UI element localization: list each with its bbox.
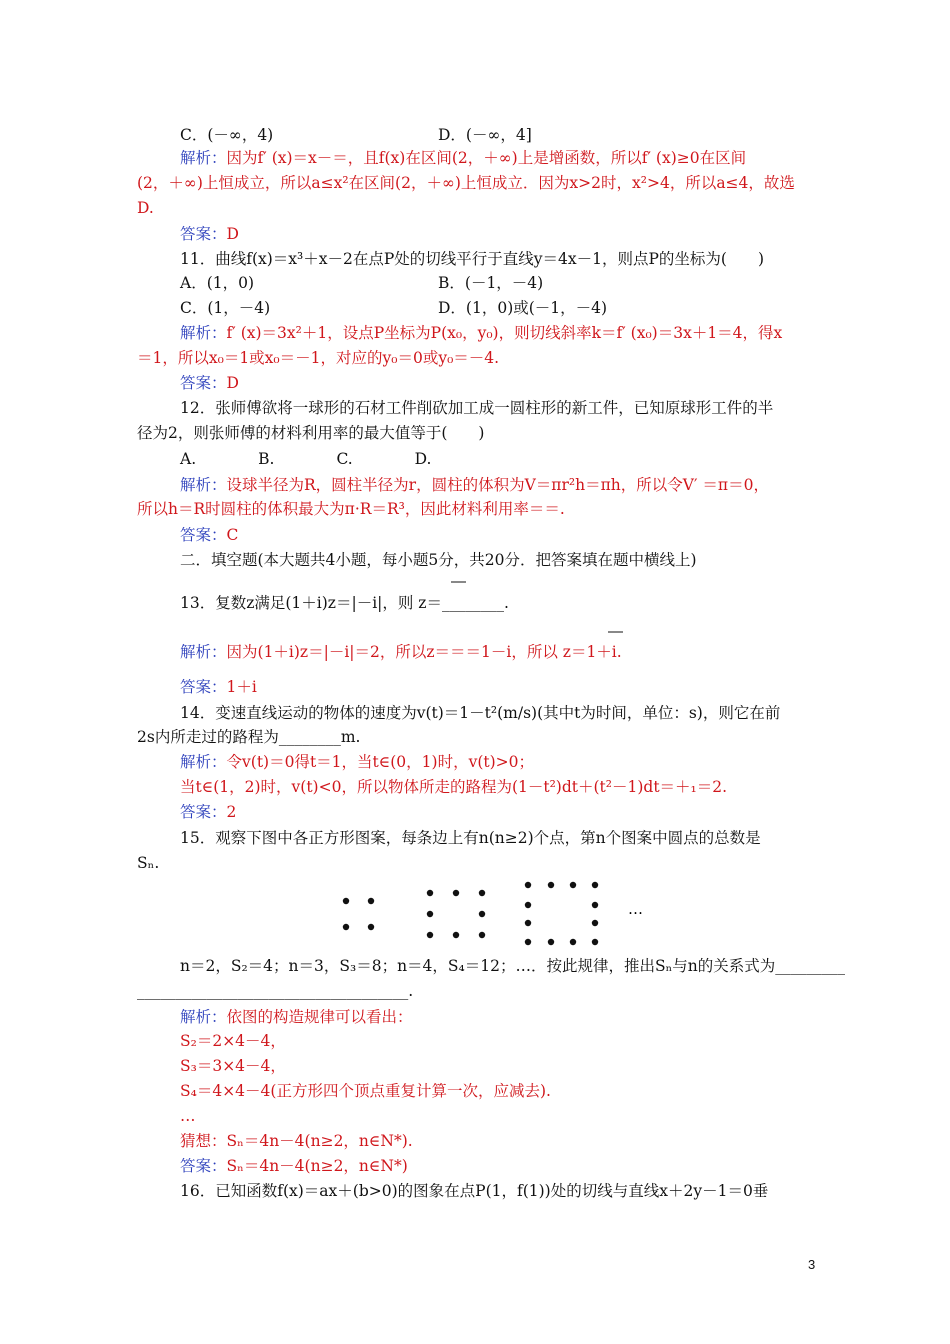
text-line: ___________________________________. bbox=[137, 982, 414, 1000]
line-body: 依图的构造规律可以看出： bbox=[226, 1008, 413, 1026]
text-line: 13．复数z满足(1＋i)z＝|－i|，则 z＝________. bbox=[180, 594, 509, 612]
line-label: 猜想： bbox=[180, 1132, 227, 1150]
line-body: C bbox=[226, 526, 239, 544]
line-body: 设球半径为R，圆柱半径为r，圆柱的体积为V＝πr²h＝πh，所以令V′ ＝π＝0， bbox=[226, 476, 769, 494]
line-body: D bbox=[226, 225, 239, 243]
text-line: (2，＋∞)上恒成立，所以a≤x²在区间(2，＋∞)上恒成立．因为x>2时，x²>4，所以a≤4，故选 bbox=[137, 174, 795, 192]
text-line: B．(－1，－4) bbox=[438, 274, 544, 292]
line-label: 解析： bbox=[180, 149, 227, 167]
text-line bbox=[180, 1130, 413, 1152]
line-label: 答案： bbox=[180, 803, 227, 821]
text-line: 15．观察下图中各正方形图案，每条边上有n(n≥2)个点，第n个图案中圆点的总数是 bbox=[180, 829, 761, 847]
text-line: S₃＝3×4－4， bbox=[180, 1057, 286, 1075]
text-line: S₂＝2×4－4， bbox=[180, 1032, 286, 1050]
line-label: 答案： bbox=[180, 678, 227, 696]
text-line: C．(1，－4) bbox=[180, 299, 271, 317]
text-line: A．(1，0) bbox=[180, 274, 255, 292]
text-line: 14．变速直线运动的物体的速度为v(t)＝1－t²(m/s)(其中t为时间，单位：s)，则它在前 bbox=[180, 704, 781, 722]
line-body: 因为(1＋i)z＝|－i|＝2，所以z＝＝＝1－i，所以 z＝1＋i. bbox=[226, 643, 622, 661]
line-label: 答案： bbox=[180, 1157, 227, 1175]
text-line: D．(1，0)或(－1，－4) bbox=[438, 299, 608, 317]
text-line: 11．曲线f(x)＝x³＋x－2在点P处的切线平行于直线y＝4x－1，则点P的坐标为( ) bbox=[180, 250, 765, 268]
text-line bbox=[180, 801, 236, 823]
text-line: 12．张师傅欲将一球形的石材工件削砍加工成一圆柱形的新工件，已知原球形工件的半 bbox=[180, 399, 774, 417]
text-line: n＝2，S₂＝4；n＝3，S₃＝8；n＝4，S₄＝12；…．按此规律，推出Sₙ与n的关系式为_________ bbox=[180, 957, 846, 975]
line-body: 因为f′ (x)＝x－＝，且f(x)在区间(2，＋∞)上是增函数，所以f′ (x)≥0在区间 bbox=[226, 149, 747, 167]
text-line bbox=[180, 1155, 408, 1177]
text-line: Sₙ. bbox=[137, 854, 160, 872]
text-line bbox=[180, 1006, 413, 1028]
text-line bbox=[180, 372, 239, 394]
text-line bbox=[180, 524, 238, 546]
text-line bbox=[180, 147, 746, 169]
line-label: 解析： bbox=[180, 1008, 227, 1026]
text-line: D. bbox=[137, 199, 154, 217]
line-label: 解析： bbox=[180, 643, 227, 661]
text-line bbox=[180, 322, 782, 344]
text-line bbox=[180, 641, 622, 663]
text-line: C．(－∞，4) bbox=[180, 126, 274, 144]
line-body: D bbox=[226, 374, 239, 392]
text-line: … bbox=[180, 1107, 196, 1125]
line-label: 答案： bbox=[180, 526, 227, 544]
text-line: 当t∈(1，2)时，v(t)<0，所以物体所走的路程为(1－t²)dt＋(t²－1)dt＝＋₁＝2. bbox=[180, 778, 728, 796]
page-number: 3 bbox=[808, 1257, 816, 1272]
text-line: 16．已知函数f(x)＝ax＋(b>0)的图象在点P(1，f(1))处的切线与直线x＋2y－1＝0垂 bbox=[180, 1182, 769, 1200]
text-line bbox=[180, 223, 239, 245]
line-label: 解析： bbox=[180, 476, 227, 494]
text-line: 所以h＝R时圆柱的体积最大为π·R＝R³，因此材料利用率＝＝. bbox=[137, 500, 565, 518]
line-body: f′ (x)＝3x²＋1，设点P坐标为P(x₀，y₀)，则切线斜率k＝f′ (x₀)＝3x＋1＝4，得x bbox=[226, 324, 783, 342]
line-body: Sₙ＝4n－4(n≥2，n∈N*). bbox=[226, 1132, 413, 1150]
line-body: 2 bbox=[226, 803, 237, 821]
text-line: D．(－∞，4] bbox=[438, 126, 532, 144]
line-label: 解析： bbox=[180, 753, 227, 771]
text-line bbox=[180, 676, 257, 698]
text-line: A. B. C. D. bbox=[180, 450, 432, 468]
line-label: 答案： bbox=[180, 374, 227, 392]
line-body: 令v(t)＝0得t＝1，当t∈(0，1)时，v(t)>0； bbox=[226, 753, 534, 771]
figure-ellipsis: … bbox=[628, 900, 643, 918]
text-line: 2s内所走过的路程为________m. bbox=[137, 728, 361, 746]
text-line: S₄＝4×4－4(正方形四个顶点重复计算一次，应减去). bbox=[180, 1082, 551, 1100]
text-line bbox=[180, 474, 769, 496]
line-label: 解析： bbox=[180, 324, 227, 342]
line-label: 答案： bbox=[180, 225, 227, 243]
text-line: ＝1，所以x₀＝1或x₀＝－1，对应的y₀＝0或y₀＝－4. bbox=[137, 349, 500, 367]
text-line: 径为2，则张师傅的材料利用率的最大值等于( ) bbox=[137, 424, 485, 442]
text-line: 二．填空题(本大题共4小题，每小题5分，共20分．把答案填在题中横线上) bbox=[180, 551, 697, 569]
text-line bbox=[180, 751, 534, 773]
line-body: 1＋i bbox=[226, 678, 257, 696]
line-body: Sₙ＝4n－4(n≥2，n∈N*) bbox=[226, 1157, 408, 1175]
